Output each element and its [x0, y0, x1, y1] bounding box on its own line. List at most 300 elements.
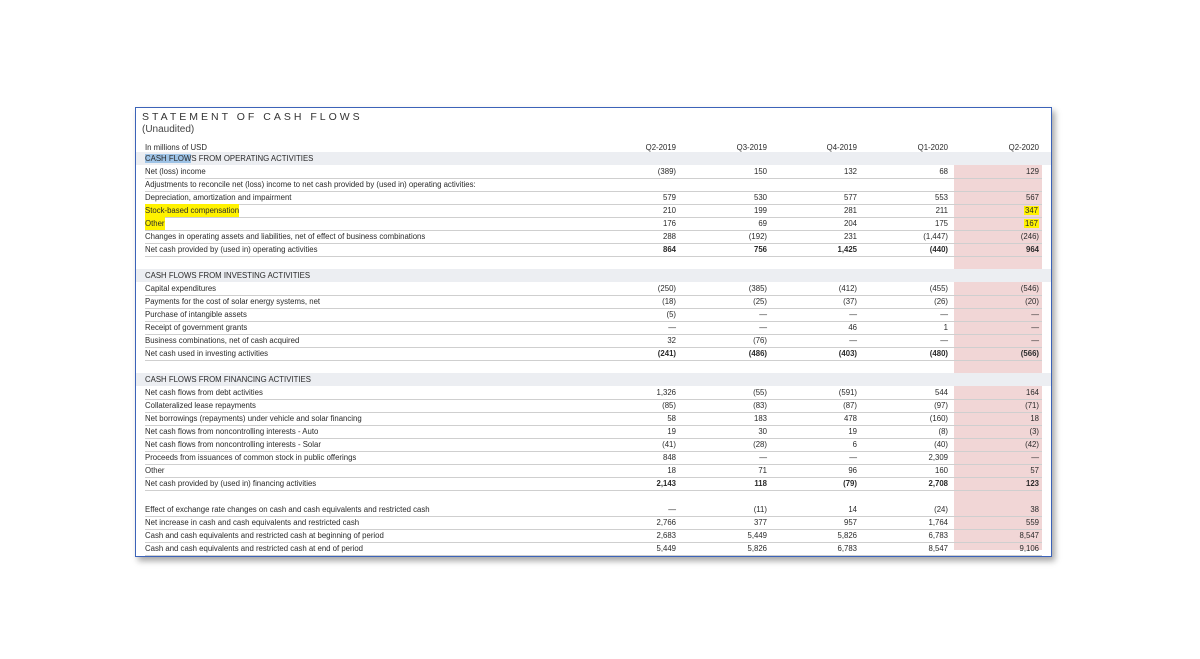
cell-value — [606, 386, 676, 399]
table-row — [136, 347, 1051, 360]
cell-value — [787, 412, 857, 425]
cell-value — [969, 399, 1039, 412]
cell-text: 2,766 — [656, 518, 676, 527]
cell-text: 864 — [662, 245, 676, 254]
row-label: Payments for the cost of solar energy systems, net — [145, 297, 321, 306]
column-header: Q4-2019 — [826, 143, 857, 152]
cell-value — [969, 308, 1039, 321]
row-label: Net (loss) income — [145, 167, 206, 176]
cell-value — [787, 347, 857, 360]
cell-text: (403) — [838, 349, 857, 358]
cell-text: 183 — [753, 414, 767, 423]
cell-text: 478 — [843, 414, 857, 423]
cell-text: (85) — [662, 401, 676, 410]
cell-text: 530 — [753, 193, 767, 202]
cell-value — [878, 477, 948, 490]
table-row — [136, 204, 1051, 217]
cell-value — [878, 425, 948, 438]
cell-value — [787, 308, 857, 321]
row-label: Adjustments to reconcile net (loss) income to net cash provided by (used in) operating activities: — [145, 180, 476, 189]
cell-text: (97) — [934, 401, 948, 410]
cell-text: (250) — [657, 284, 676, 293]
section-title: CASH FLOWS FROM INVESTING ACTIVITIES — [145, 271, 311, 280]
cell-text: 58 — [667, 414, 676, 423]
cell-value — [606, 165, 676, 178]
cell-value — [969, 204, 1039, 217]
cell-value — [606, 295, 676, 308]
cell-text: (20) — [1025, 297, 1039, 306]
column-header: Q2-2019 — [645, 143, 676, 152]
table-row — [136, 464, 1051, 477]
cell-value — [697, 386, 767, 399]
cell-value — [606, 308, 676, 321]
cell-value — [697, 451, 767, 464]
row-label: Net cash used in investing activities — [145, 349, 269, 358]
cell-text: 347 — [1024, 206, 1038, 215]
cell-value — [697, 347, 767, 360]
cell-value — [787, 477, 857, 490]
cell-value — [697, 542, 767, 555]
cell-text: 6,783 — [837, 544, 857, 553]
column-header: Q2-2020 — [1008, 143, 1039, 152]
cell-text: 129 — [1025, 167, 1039, 176]
cell-value — [878, 516, 948, 529]
cell-value — [606, 464, 676, 477]
cell-value — [606, 321, 676, 334]
cell-value — [697, 243, 767, 256]
cell-text: — — [849, 453, 857, 462]
cell-value — [878, 529, 948, 542]
cell-value — [969, 295, 1039, 308]
cell-text: (28) — [753, 440, 767, 449]
cell-value — [606, 217, 676, 230]
table-row — [136, 542, 1051, 555]
cell-text: 18 — [667, 466, 676, 475]
cell-value — [878, 308, 948, 321]
cell-value — [606, 542, 676, 555]
row-label: Capital expenditures — [145, 284, 217, 293]
cell-text: 288 — [662, 232, 676, 241]
cell-text: (26) — [934, 297, 948, 306]
row-label: Purchase of intangible assets — [145, 310, 247, 319]
table-row — [136, 399, 1051, 412]
cell-text: — — [759, 453, 767, 462]
cell-text: (71) — [1025, 401, 1039, 410]
cell-value — [878, 464, 948, 477]
cell-text: 132 — [843, 167, 857, 176]
cell-text: 210 — [662, 206, 676, 215]
cell-text: (440) — [929, 245, 948, 254]
cell-value — [787, 334, 857, 347]
cell-text: (79) — [843, 479, 857, 488]
cell-text: (55) — [753, 388, 767, 397]
cell-text: (455) — [929, 284, 948, 293]
cell-value — [697, 282, 767, 295]
row-divider — [145, 360, 1042, 361]
row-divider — [145, 256, 1042, 257]
cell-text: 199 — [753, 206, 767, 215]
row-label: Stock-based compensation — [145, 206, 240, 215]
cell-value — [606, 438, 676, 451]
row-label: Receipt of government grants — [145, 323, 248, 332]
cell-value — [969, 347, 1039, 360]
cell-text: 756 — [753, 245, 767, 254]
cell-text: 544 — [934, 388, 948, 397]
table-row — [136, 412, 1051, 425]
table-row — [136, 165, 1051, 178]
row-label: Net cash flows from noncontrolling interests - Solar — [145, 440, 321, 449]
cell-value — [697, 503, 767, 516]
cell-value — [697, 529, 767, 542]
cell-text: 167 — [1024, 219, 1038, 228]
row-label: Effect of exchange rate changes on cash and cash equivalents and restricted cash — [145, 505, 430, 514]
cell-text: 18 — [1030, 414, 1039, 423]
cell-text: — — [940, 310, 948, 319]
cell-text: 377 — [753, 518, 767, 527]
cell-text: 118 — [754, 479, 767, 488]
row-label: Net borrowings (repayments) under vehicle and solar financing — [145, 414, 362, 423]
cell-value — [787, 529, 857, 542]
cell-value — [969, 165, 1039, 178]
cell-text: 559 — [1025, 518, 1039, 527]
investing-section-header — [136, 269, 1051, 282]
table-row — [136, 243, 1051, 256]
table-row — [136, 529, 1051, 542]
cell-text: 150 — [753, 167, 767, 176]
cell-value — [787, 399, 857, 412]
cell-value — [969, 217, 1039, 230]
cell-value — [697, 399, 767, 412]
cell-value — [697, 321, 767, 334]
cell-text: 6 — [852, 440, 857, 449]
cell-value — [606, 425, 676, 438]
cell-value — [787, 230, 857, 243]
cell-value — [787, 438, 857, 451]
cell-value — [787, 451, 857, 464]
cell-text: 204 — [843, 219, 857, 228]
table-row — [136, 321, 1051, 334]
cell-value — [606, 516, 676, 529]
cell-text: 175 — [934, 219, 948, 228]
cell-value — [697, 477, 767, 490]
cell-value — [697, 308, 767, 321]
cell-value — [606, 230, 676, 243]
cell-text: 2,309 — [928, 453, 948, 462]
cell-value — [787, 282, 857, 295]
row-label: Net cash flows from debt activities — [145, 388, 263, 397]
cell-text: 8,547 — [1019, 531, 1039, 540]
cell-text: 2,708 — [928, 479, 948, 488]
cell-text: 8,547 — [928, 544, 948, 553]
cell-value — [787, 386, 857, 399]
cell-text: (37) — [843, 297, 857, 306]
cell-value — [787, 217, 857, 230]
cell-value — [878, 399, 948, 412]
cell-value — [969, 334, 1039, 347]
cell-text: 2,683 — [656, 531, 676, 540]
cell-value — [878, 230, 948, 243]
cell-text: — — [759, 310, 767, 319]
operating-section-header: CASH FLOWS FROM OPERATING ACTIVITIES — [136, 152, 1051, 165]
cell-value — [969, 542, 1039, 555]
cell-text: 164 — [1025, 388, 1039, 397]
cell-text: 567 — [1025, 193, 1039, 202]
cell-text: 30 — [758, 427, 767, 436]
cell-text: (41) — [662, 440, 676, 449]
cell-text: (480) — [929, 349, 948, 358]
cell-text: (42) — [1025, 440, 1039, 449]
financing-section-header — [136, 373, 1051, 386]
cell-value — [697, 165, 767, 178]
cell-value — [969, 282, 1039, 295]
row-label: Other — [145, 466, 165, 475]
cell-value — [969, 438, 1039, 451]
table-row — [136, 295, 1051, 308]
units-label: In millions of USD — [145, 143, 207, 152]
table-row — [136, 386, 1051, 399]
section-title: CASH FLOWS FROM FINANCING ACTIVITIES — [145, 375, 311, 384]
cell-value — [969, 191, 1039, 204]
cell-text: 69 — [758, 219, 767, 228]
cell-value — [878, 347, 948, 360]
table-row — [136, 191, 1051, 204]
cell-text: 231 — [843, 232, 857, 241]
row-label: Changes in operating assets and liabilities, net of effect of business combinations — [145, 232, 426, 241]
cell-value — [878, 204, 948, 217]
cell-text: 176 — [662, 219, 676, 228]
cell-value — [878, 438, 948, 451]
cell-value — [969, 464, 1039, 477]
cell-value — [606, 334, 676, 347]
cell-text: — — [759, 323, 767, 332]
table-row — [136, 425, 1051, 438]
table-row — [136, 477, 1051, 490]
cell-value — [878, 282, 948, 295]
table-row — [136, 217, 1051, 230]
cash-flow-statement-panel — [135, 107, 1052, 557]
table-row — [136, 516, 1051, 529]
cell-text: — — [849, 310, 857, 319]
cell-value — [606, 412, 676, 425]
cell-text: — — [1031, 453, 1039, 462]
cell-value — [787, 542, 857, 555]
cell-text: 57 — [1030, 466, 1039, 475]
table-row — [136, 282, 1051, 295]
cell-value — [878, 321, 948, 334]
cell-value — [878, 451, 948, 464]
cell-text: (3) — [1029, 427, 1039, 436]
cell-text: — — [849, 336, 857, 345]
cell-value — [697, 334, 767, 347]
selected-text[interactable]: CASH FLOW — [145, 154, 192, 163]
cell-value — [606, 477, 676, 490]
cell-text: 5,826 — [747, 544, 767, 553]
cell-value — [606, 204, 676, 217]
cell-text: 848 — [662, 453, 676, 462]
cell-text: 160 — [934, 466, 948, 475]
cell-value — [878, 217, 948, 230]
cell-value — [697, 464, 767, 477]
cell-text: 211 — [935, 206, 948, 215]
cell-text: 68 — [939, 167, 948, 176]
cell-value — [878, 243, 948, 256]
cell-value — [697, 412, 767, 425]
cell-value — [606, 191, 676, 204]
table-row — [136, 438, 1051, 451]
cell-value — [606, 399, 676, 412]
cell-value — [787, 503, 857, 516]
cell-value — [606, 347, 676, 360]
cell-text: (486) — [748, 349, 767, 358]
cell-value — [606, 529, 676, 542]
cell-value — [969, 321, 1039, 334]
row-label: Depreciation, amortization and impairment — [145, 193, 292, 202]
cell-text: 577 — [843, 193, 857, 202]
cell-text: 38 — [1030, 505, 1039, 514]
cell-text: 32 — [667, 336, 676, 345]
cell-text: — — [668, 505, 676, 514]
cell-text: (18) — [662, 297, 676, 306]
cell-text: 957 — [843, 518, 857, 527]
cell-text: 19 — [848, 427, 857, 436]
cell-text: 5,449 — [747, 531, 767, 540]
row-label: Net cash flows from noncontrolling interests - Auto — [145, 427, 319, 436]
cell-value — [787, 204, 857, 217]
cell-value — [878, 542, 948, 555]
cell-text: 2,143 — [656, 479, 676, 488]
cell-value — [606, 451, 676, 464]
table-row — [136, 230, 1051, 243]
cell-text: — — [1031, 336, 1039, 345]
cell-value — [787, 425, 857, 438]
cell-text: 9,106 — [1019, 544, 1039, 553]
cell-value — [878, 295, 948, 308]
cell-text: (412) — [838, 284, 857, 293]
cell-text: (25) — [753, 297, 767, 306]
cell-value — [697, 204, 767, 217]
cell-value — [878, 412, 948, 425]
cell-value — [697, 217, 767, 230]
cell-text: (76) — [753, 336, 767, 345]
row-label: Net increase in cash and cash equivalents and restricted cash — [145, 518, 360, 527]
statement-title: STATEMENT OF CASH FLOWS — [142, 111, 363, 123]
cell-text: (87) — [843, 401, 857, 410]
column-header: Q1-2020 — [917, 143, 948, 152]
cell-text: (566) — [1020, 349, 1039, 358]
cell-value — [697, 230, 767, 243]
table-row — [136, 308, 1051, 321]
table-row — [136, 334, 1051, 347]
cell-text: 123 — [1025, 479, 1039, 488]
cell-text: (385) — [748, 284, 767, 293]
cell-text: 96 — [848, 466, 857, 475]
cell-value — [878, 503, 948, 516]
cell-text: 553 — [934, 193, 948, 202]
row-divider — [145, 555, 1042, 556]
cell-text: 1,326 — [656, 388, 676, 397]
cell-text: 46 — [848, 323, 857, 332]
table-row — [136, 451, 1051, 464]
cell-text: 19 — [667, 427, 676, 436]
cell-text: 1,425 — [837, 245, 857, 254]
cell-text: (40) — [934, 440, 948, 449]
cell-value — [787, 464, 857, 477]
cell-value — [787, 295, 857, 308]
row-label: Collateralized lease repayments — [145, 401, 256, 410]
table-row — [136, 178, 1051, 191]
cell-text: — — [668, 323, 676, 332]
row-label: Business combinations, net of cash acquired — [145, 336, 300, 345]
cell-value — [969, 529, 1039, 542]
cell-text: 5,826 — [837, 531, 857, 540]
cell-text: (241) — [657, 349, 676, 358]
cell-value — [969, 425, 1039, 438]
cell-text: (192) — [748, 232, 767, 241]
cell-value — [697, 425, 767, 438]
cell-value — [878, 165, 948, 178]
cell-value — [697, 295, 767, 308]
cell-value — [878, 386, 948, 399]
cell-value — [697, 516, 767, 529]
cell-value — [969, 230, 1039, 243]
cell-value — [969, 451, 1039, 464]
cell-text: 1 — [943, 323, 948, 332]
cell-value — [697, 438, 767, 451]
cell-value — [787, 243, 857, 256]
cell-value — [969, 243, 1039, 256]
row-divider — [145, 490, 1042, 491]
cell-text: 964 — [1025, 245, 1039, 254]
row-label: Cash and cash equivalents and restricted cash at beginning of period — [145, 531, 384, 540]
cell-value — [787, 321, 857, 334]
cell-text: — — [1031, 310, 1039, 319]
cell-value — [969, 386, 1039, 399]
cell-value — [969, 412, 1039, 425]
cell-value — [697, 191, 767, 204]
cell-text: 579 — [662, 193, 676, 202]
row-label: Proceeds from issuances of common stock in public offerings — [145, 453, 357, 462]
column-header: Q3-2019 — [736, 143, 767, 152]
cell-text: (24) — [934, 505, 948, 514]
cell-text: (11) — [753, 505, 767, 514]
cell-text: 5,449 — [656, 544, 676, 553]
cell-value — [878, 191, 948, 204]
cell-value — [969, 477, 1039, 490]
cell-value — [787, 165, 857, 178]
cell-text: (246) — [1020, 232, 1039, 241]
cell-text: 14 — [848, 505, 857, 514]
cell-text: (83) — [753, 401, 767, 410]
statement-subtitle: (Unaudited) — [142, 124, 195, 135]
cell-text: 281 — [843, 206, 857, 215]
cell-value — [787, 516, 857, 529]
cell-value — [878, 334, 948, 347]
row-label: Other — [145, 219, 165, 228]
cell-value — [969, 516, 1039, 529]
cell-text: (389) — [657, 167, 676, 176]
cell-value — [606, 503, 676, 516]
cell-text: — — [940, 336, 948, 345]
table-row — [136, 503, 1051, 516]
cell-value — [606, 243, 676, 256]
cell-text: (160) — [929, 414, 948, 423]
row-label: Net cash provided by (used in) operating activities — [145, 245, 318, 254]
cell-text: — — [1031, 323, 1039, 332]
cell-text: (1,447) — [923, 232, 948, 241]
cell-text: 1,764 — [928, 518, 948, 527]
cell-value — [969, 503, 1039, 516]
row-label: Cash and cash equivalents and restricted cash at end of period — [145, 544, 364, 553]
